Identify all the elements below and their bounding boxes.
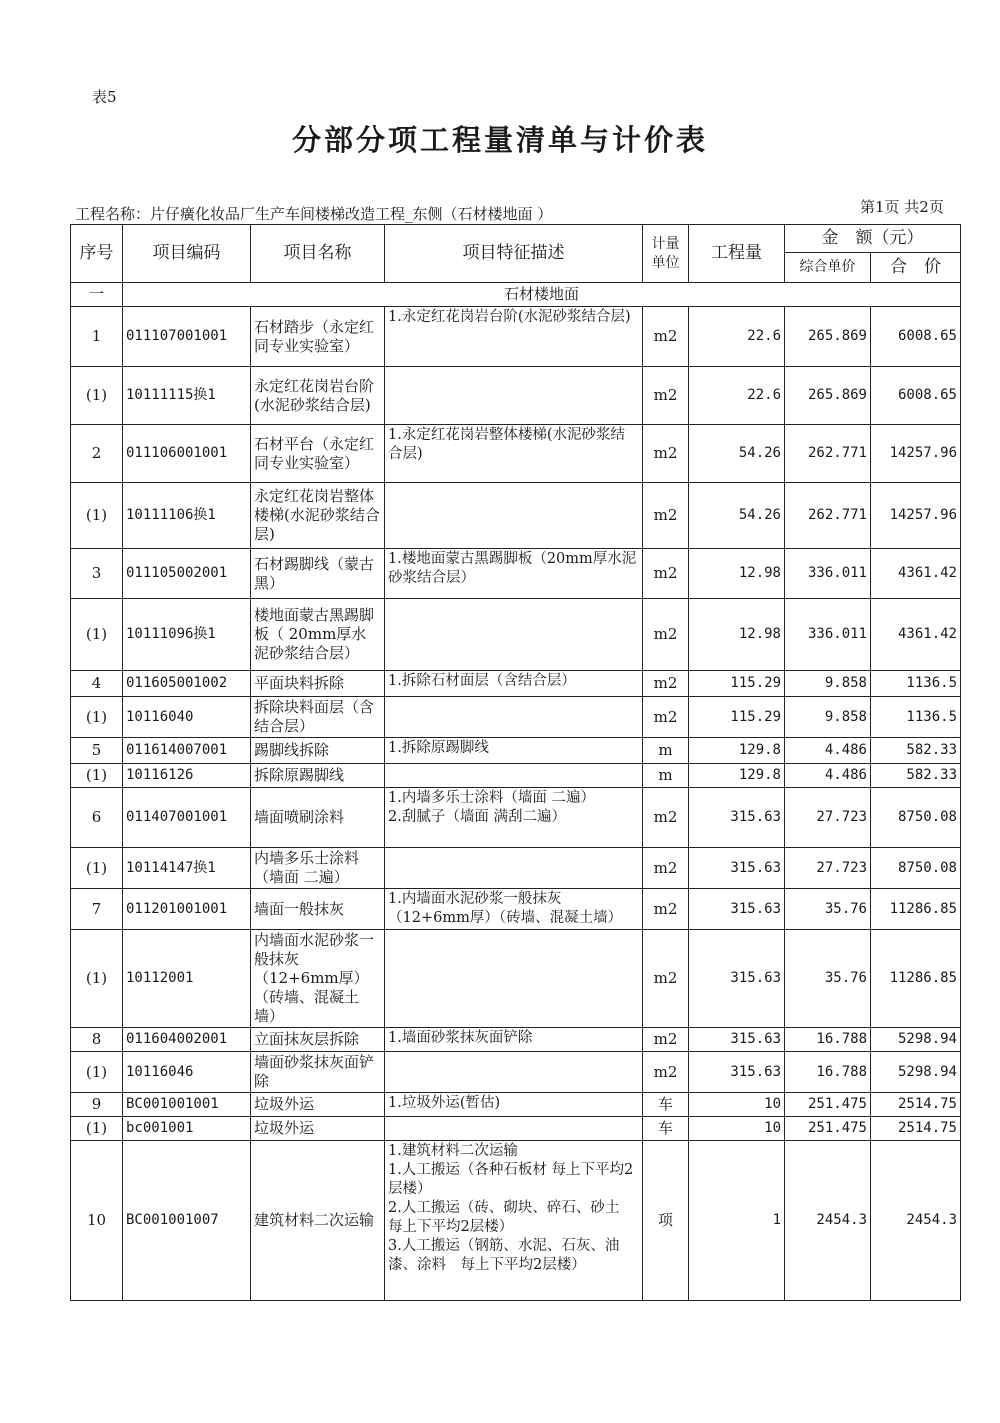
row-desc: 1.拆除石材面层（含结合层） [385, 671, 643, 697]
row-qty: 22.6 [689, 367, 785, 425]
row-unit-price: 9.858 [785, 697, 871, 738]
row-qty: 12.98 [689, 599, 785, 671]
row-seq: 2 [71, 425, 123, 483]
row-name: 墙面砂浆抹灰面铲除 [251, 1052, 385, 1093]
row-unit: m2 [643, 848, 689, 889]
row-name: 垃圾外运 [251, 1093, 385, 1117]
row-seq: 4 [71, 671, 123, 697]
row-unit-price: 262.771 [785, 425, 871, 483]
row-seq: (1) [71, 697, 123, 738]
row-seq: (1) [71, 1117, 123, 1141]
row-unit-price: 4.486 [785, 738, 871, 764]
row-total: 5298.94 [871, 1052, 961, 1093]
table-row [71, 788, 961, 848]
row-code: 011106001001 [123, 425, 251, 483]
row-qty: 10 [689, 1117, 785, 1141]
row-unit-price: 265.869 [785, 367, 871, 425]
table-row [71, 425, 961, 483]
row-name: 石材踢脚线（蒙古黑） [251, 549, 385, 599]
row-name: 立面抹灰层拆除 [251, 1028, 385, 1052]
row-desc: 1.建筑材料二次运输 1.人工搬运（各种石板材 每上下平均2层楼） 2.人工搬运（砖、砌块、碎石、砂土 每上下平均2层楼） 3.人工搬运（钢筋、水泥、石灰、油漆、涂料 每上下平均2层楼） [385, 1141, 643, 1301]
row-total: 6008.65 [871, 367, 961, 425]
row-name: 平面块料拆除 [251, 671, 385, 697]
row-name: 石材平台（永定红同专业实验室） [251, 425, 385, 483]
row-desc: 1.永定红花岗岩台阶(水泥砂浆结合层) [385, 307, 643, 367]
row-total: 14257.96 [871, 425, 961, 483]
row-qty: 129.8 [689, 738, 785, 764]
row-code: 011604002001 [123, 1028, 251, 1052]
row-desc [385, 599, 643, 671]
row-seq: (1) [71, 367, 123, 425]
row-desc: 1.内墙面水泥砂浆一般抹灰（12+6mm厚）（砖墙、混凝土墙） [385, 889, 643, 930]
row-desc: 1.楼地面蒙古黑踢脚板（20mm厚水泥砂浆结合层） [385, 549, 643, 599]
row-name: 墙面喷刷涂料 [251, 788, 385, 848]
table-row [71, 930, 961, 1028]
row-name: 踢脚线拆除 [251, 738, 385, 764]
row-qty: 315.63 [689, 1028, 785, 1052]
table-row [71, 848, 961, 889]
section-row [71, 283, 961, 307]
row-unit-price: 251.475 [785, 1117, 871, 1141]
row-desc [385, 764, 643, 788]
row-unit: m2 [643, 307, 689, 367]
row-name: 内墙面水泥砂浆一般抹灰（12+6mm厚）（砖墙、混凝土墙） [251, 930, 385, 1028]
row-unit: m2 [643, 425, 689, 483]
row-unit: m2 [643, 697, 689, 738]
row-qty: 54.26 [689, 425, 785, 483]
row-unit-price: 251.475 [785, 1093, 871, 1117]
row-unit-price: 16.788 [785, 1028, 871, 1052]
row-unit: m2 [643, 1028, 689, 1052]
row-unit-price: 27.723 [785, 788, 871, 848]
table-row [71, 697, 961, 738]
row-desc: 1.墙面砂浆抹灰面铲除 [385, 1028, 643, 1052]
col-unit: 计量单位 [643, 225, 689, 283]
row-total: 6008.65 [871, 307, 961, 367]
row-desc [385, 1117, 643, 1141]
row-name: 拆除块料面层（含结合层） [251, 697, 385, 738]
row-qty: 1 [689, 1141, 785, 1301]
row-unit-price: 9.858 [785, 671, 871, 697]
row-name: 拆除原踢脚线 [251, 764, 385, 788]
row-total: 14257.96 [871, 483, 961, 549]
col-code: 项目编码 [123, 225, 251, 283]
row-name: 内墙多乐士涂料（墙面 二遍） [251, 848, 385, 889]
row-unit: m2 [643, 599, 689, 671]
row-qty: 115.29 [689, 671, 785, 697]
row-name: 垃圾外运 [251, 1117, 385, 1141]
row-code: 10116046 [123, 1052, 251, 1093]
row-desc [385, 483, 643, 549]
col-unit-price: 综合单价 [785, 253, 871, 283]
table-row [71, 549, 961, 599]
table-row [71, 599, 961, 671]
row-code: BC001001001 [123, 1093, 251, 1117]
row-code: 011407001001 [123, 788, 251, 848]
row-desc [385, 848, 643, 889]
row-seq: 8 [71, 1028, 123, 1052]
row-qty: 315.63 [689, 848, 785, 889]
row-code: 011107001001 [123, 307, 251, 367]
row-name: 建筑材料二次运输 [251, 1141, 385, 1301]
row-qty: 129.8 [689, 764, 785, 788]
row-total: 8750.08 [871, 848, 961, 889]
row-name: 楼地面蒙古黑踢脚板（ 20mm厚水泥砂浆结合层） [251, 599, 385, 671]
row-seq: 9 [71, 1093, 123, 1117]
row-seq: 1 [71, 307, 123, 367]
table-row [71, 738, 961, 764]
row-desc: 1.内墙多乐士涂料（墙面 二遍） 2.刮腻子（墙面 满刮二遍） [385, 788, 643, 848]
table-row [71, 307, 961, 367]
row-unit: m [643, 738, 689, 764]
row-desc [385, 697, 643, 738]
row-seq: 10 [71, 1141, 123, 1301]
table-row [71, 1093, 961, 1117]
row-unit-price: 27.723 [785, 848, 871, 889]
col-amount: 金 额（元） [785, 225, 961, 253]
row-total: 1136.5 [871, 697, 961, 738]
row-total: 8750.08 [871, 788, 961, 848]
row-unit: m2 [643, 549, 689, 599]
row-total: 1136.5 [871, 671, 961, 697]
row-total: 11286.85 [871, 889, 961, 930]
table-row [71, 1028, 961, 1052]
row-desc [385, 1052, 643, 1093]
table-row [71, 1052, 961, 1093]
table-row [71, 764, 961, 788]
row-desc [385, 367, 643, 425]
row-name: 永定红花岗岩整体楼梯(水泥砂浆结合层) [251, 483, 385, 549]
row-code: 011201001001 [123, 889, 251, 930]
col-total: 合 价 [871, 253, 961, 283]
row-unit: m2 [643, 889, 689, 930]
col-qty: 工程量 [689, 225, 785, 283]
row-qty: 22.6 [689, 307, 785, 367]
row-unit-price: 35.76 [785, 889, 871, 930]
row-seq: (1) [71, 930, 123, 1028]
row-total: 11286.85 [871, 930, 961, 1028]
row-qty: 115.29 [689, 697, 785, 738]
row-unit-price: 16.788 [785, 1052, 871, 1093]
row-seq: (1) [71, 848, 123, 889]
row-total: 582.33 [871, 738, 961, 764]
bill-table [70, 224, 961, 1301]
row-seq: 6 [71, 788, 123, 848]
row-unit-price: 265.869 [785, 307, 871, 367]
row-seq: (1) [71, 483, 123, 549]
row-seq: 3 [71, 549, 123, 599]
row-unit: 项 [643, 1141, 689, 1301]
row-qty: 315.63 [689, 1052, 785, 1093]
table-number: 表5 [92, 88, 117, 106]
col-name: 项目名称 [251, 225, 385, 283]
row-unit: m2 [643, 788, 689, 848]
row-qty: 54.26 [689, 483, 785, 549]
row-unit: m2 [643, 671, 689, 697]
row-total: 4361.42 [871, 599, 961, 671]
table-row [71, 889, 961, 930]
row-name: 墙面一般抹灰 [251, 889, 385, 930]
row-code: 10114147换1 [123, 848, 251, 889]
row-seq: (1) [71, 764, 123, 788]
row-seq: 5 [71, 738, 123, 764]
col-desc: 项目特征描述 [385, 225, 643, 283]
row-unit-price: 35.76 [785, 930, 871, 1028]
row-code: BC001001007 [123, 1141, 251, 1301]
table-row [71, 671, 961, 697]
row-code: 011605001002 [123, 671, 251, 697]
row-unit-price: 2454.3 [785, 1141, 871, 1301]
section-seq: 一 [71, 283, 123, 307]
row-total: 5298.94 [871, 1028, 961, 1052]
row-unit: 车 [643, 1117, 689, 1141]
row-total: 2514.75 [871, 1117, 961, 1141]
row-name: 石材踏步（永定红同专业实验室） [251, 307, 385, 367]
row-code: 011614007001 [123, 738, 251, 764]
row-seq: 7 [71, 889, 123, 930]
row-code: 10112001 [123, 930, 251, 1028]
row-code: bc001001 [123, 1117, 251, 1141]
row-total: 4361.42 [871, 549, 961, 599]
row-desc [385, 930, 643, 1028]
section-name: 石材楼地面 [123, 283, 961, 307]
row-total: 582.33 [871, 764, 961, 788]
row-unit-price: 4.486 [785, 764, 871, 788]
row-desc: 1.拆除原踢脚线 [385, 738, 643, 764]
row-qty: 12.98 [689, 549, 785, 599]
row-unit-price: 336.011 [785, 549, 871, 599]
row-qty: 315.63 [689, 889, 785, 930]
row-code: 011105002001 [123, 549, 251, 599]
page-info: 第1页 共2页 [860, 198, 944, 216]
row-total: 2454.3 [871, 1141, 961, 1301]
row-code: 10116040 [123, 697, 251, 738]
row-unit: 车 [643, 1093, 689, 1117]
table-row [71, 1117, 961, 1141]
table-row [71, 1141, 961, 1301]
row-name: 永定红花岗岩台阶(水泥砂浆结合层) [251, 367, 385, 425]
document-title: 分部分项工程量清单与计价表 [291, 123, 708, 157]
row-code: 10111106换1 [123, 483, 251, 549]
col-seq: 序号 [71, 225, 123, 283]
row-seq: (1) [71, 1052, 123, 1093]
row-desc: 1.垃圾外运(暂估) [385, 1093, 643, 1117]
row-unit: m2 [643, 1052, 689, 1093]
row-qty: 315.63 [689, 788, 785, 848]
row-desc: 1.永定红花岗岩整体楼梯(水泥砂浆结合层) [385, 425, 643, 483]
row-unit-price: 262.771 [785, 483, 871, 549]
table-row [71, 483, 961, 549]
table-row [71, 367, 961, 425]
row-qty: 10 [689, 1093, 785, 1117]
row-unit: m2 [643, 367, 689, 425]
row-code: 10111096换1 [123, 599, 251, 671]
row-unit: m [643, 764, 689, 788]
row-code: 10111115换1 [123, 367, 251, 425]
row-unit-price: 336.011 [785, 599, 871, 671]
row-seq: (1) [71, 599, 123, 671]
row-unit: m2 [643, 930, 689, 1028]
row-qty: 315.63 [689, 930, 785, 1028]
row-code: 10116126 [123, 764, 251, 788]
project-name: 工程名称：片仔癀化妆品厂生产车间楼梯改造工程_东侧（石材楼地面 ） [75, 205, 553, 223]
row-total: 2514.75 [871, 1093, 961, 1117]
row-unit: m2 [643, 483, 689, 549]
